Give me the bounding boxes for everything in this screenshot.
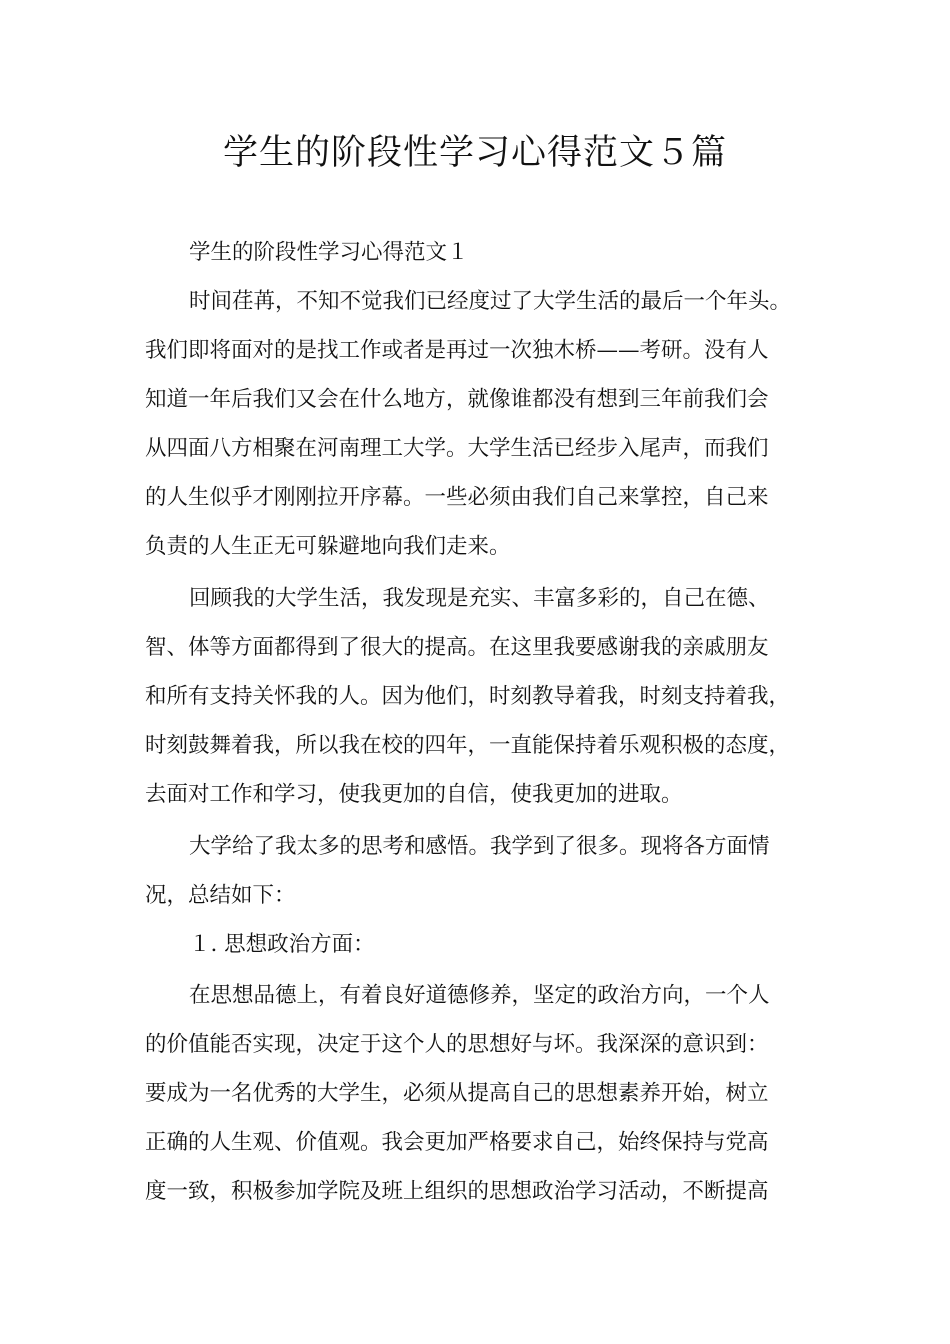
paragraph-line: 和所有支持关怀我的人。因为他们，时刻教导着我，时刻支持着我， — [145, 684, 791, 709]
paragraph-line: 从四面八方相聚在河南理工大学。大学生活已经步入尾声，而我们 — [145, 436, 769, 461]
paragraph-line: 正确的人生观、价值观。我会更加严格要求自己，始终保持与党高 — [145, 1130, 769, 1155]
document-title: 学生的阶段性学习心得范文５篇 — [222, 133, 727, 173]
subsection-heading: １. 思想政治方面： — [189, 932, 375, 957]
paragraph-line: 回顾我的大学生活，我发现是充实、丰富多彩的，自己在德、 — [189, 586, 770, 611]
paragraph-line: 度一致，积极参加学院及班上组织的思想政治学习活动，不断提高 — [145, 1179, 769, 1204]
paragraph-line: 时间荏苒，不知不觉我们已经度过了大学生活的最后一个年头。 — [189, 289, 792, 314]
paragraph-line: 智、体等方面都得到了很大的提高。在这里我要感谢我的亲戚朋友 — [145, 635, 769, 660]
paragraph-line: 要成为一名优秀的大学生，必须从提高自己的思想素养开始，树立 — [145, 1081, 769, 1106]
paragraph-line: 的价值能否实现，决定于这个人的思想好与坏。我深深的意识到： — [145, 1032, 769, 1057]
paragraph-line: 大学给了我太多的思考和感悟。我学到了很多。现将各方面情 — [189, 834, 770, 859]
paragraph-line: 去面对工作和学习，使我更加的自信，使我更加的进取。 — [145, 782, 683, 807]
paragraph-line: 知道一年后我们又会在什么地方，就像谁都没有想到三年前我们会 — [145, 387, 769, 412]
paragraph-line: 我们即将面对的是找工作或者是再过一次独木桥——考研。没有人 — [145, 338, 769, 363]
paragraph-line: 负责的人生正无可躲避地向我们走来。 — [145, 534, 511, 559]
paragraph-line: 况，总结如下： — [145, 883, 296, 908]
paragraph-line: 的人生似乎才刚刚拉开序幕。一些必须由我们自己来掌控，自己来 — [145, 485, 769, 510]
paragraph-line: 在思想品德上，有着良好道德修养，坚定的政治方向，一个人 — [189, 983, 770, 1008]
paragraph-line: 时刻鼓舞着我，所以我在校的四年，一直能保持着乐观积极的态度， — [145, 733, 791, 758]
section-heading: 学生的阶段性学习心得范文１ — [189, 240, 469, 265]
